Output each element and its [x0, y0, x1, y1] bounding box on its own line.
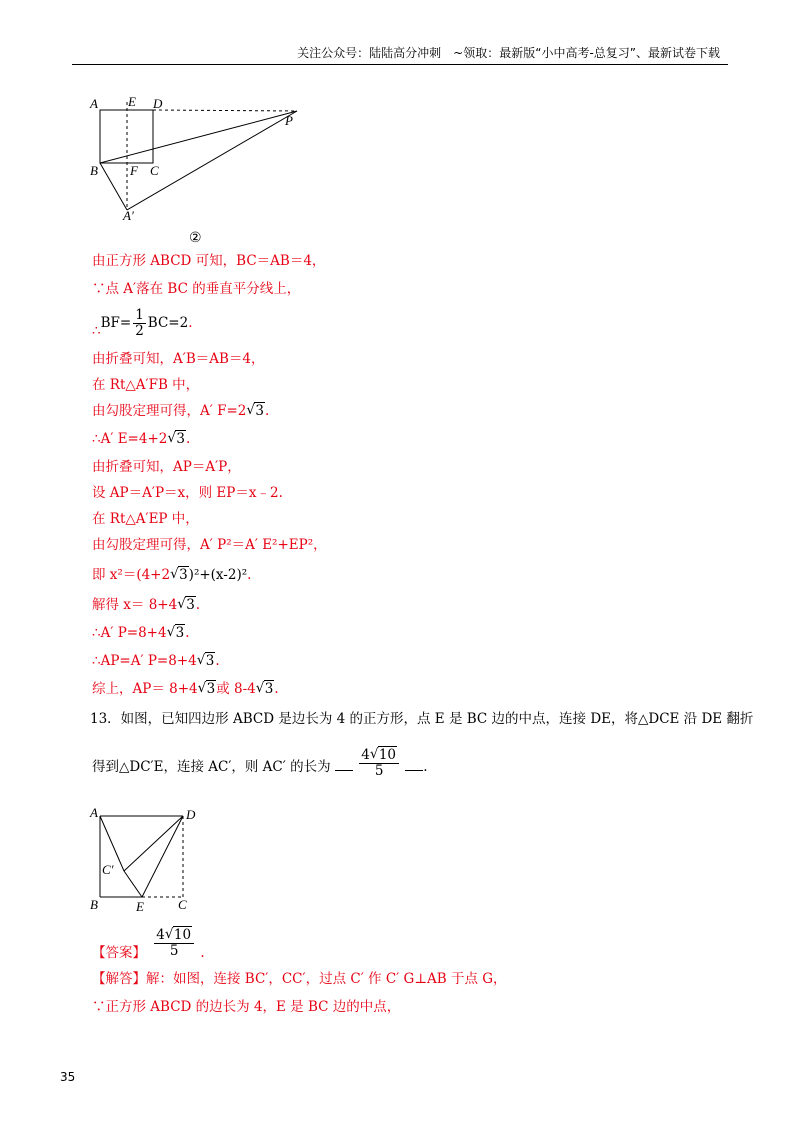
solution-line-2: ∵点 A′落在 BC 的垂直平分线上，: [92, 281, 301, 297]
problem-13-line-1: 13．如图，已知四边形 ABCD 是边长为 4 的正方形，点 E 是 BC 边的中点，连接 DE，将△DCE 沿 DE 翻折: [90, 711, 754, 727]
solution-line-3: ∴BF= $\frac{1}{2}$ BC=2.: [92, 307, 193, 339]
pt-F: F: [130, 163, 138, 178]
square-abcd: [100, 110, 153, 163]
pt13-C: C: [178, 897, 187, 912]
solution-line-6: 由勾股定理可得，A′ F=2 √ 3.: [92, 402, 270, 419]
pt-P: P: [285, 113, 293, 128]
solution-line-7: ∴A′ E=4+2 √ 3.: [92, 430, 191, 447]
analysis-line-2: ∵正方形 ABCD 的边长为 4，E 是 BC 边的中点，: [92, 999, 401, 1015]
pt13-D: D: [186, 807, 196, 822]
header-rule: [72, 64, 728, 65]
pt-D: D: [153, 96, 163, 111]
solution-line-9: 设 AP＝A′P＝x，则 EP＝x﹣2.: [92, 485, 283, 501]
figure-2-diagram: [85, 92, 325, 252]
segment-dp: [153, 110, 297, 111]
page-header: 关注公众号：陆陆高分冲刺 ~领取：最新版“小中高考-总复习”、最新试卷下载: [297, 46, 720, 60]
pt-C: C: [150, 163, 159, 178]
pt13-C-prime: C′: [102, 862, 114, 877]
figure-2-label: ②: [189, 231, 202, 246]
pt13-B: B: [90, 897, 98, 912]
figure-13-diagram: [88, 805, 218, 915]
segment-c1d: [124, 816, 183, 871]
analysis-line-1: 【解答】解：如图，连接 BC′，CC′，过点 C′ 作 C′ G⊥AB 于点 G，: [92, 971, 507, 987]
pt13-E: E: [136, 899, 144, 914]
pt-E: E: [128, 94, 136, 109]
solution-line-15: ∴AP=A′ P=8+4 √ 3.: [92, 652, 220, 669]
solution-line-5: 在 Rt△A′FB 中，: [92, 377, 200, 393]
page-number: 35: [60, 1070, 76, 1084]
segment-c1e: [124, 871, 142, 897]
pt-A-prime: A′: [123, 208, 134, 223]
solution-line-16: 综上，AP＝ 8+4 √ 3或 8-4 √ 3.: [92, 680, 279, 697]
solution-line-4: 由折叠可知，A′B＝AB＝4，: [92, 351, 265, 367]
solution-line-12: 即 x²＝(4+2 √ 3)²+(x-2)².: [92, 566, 252, 583]
segment-bp: [100, 111, 297, 163]
pt-B: B: [90, 163, 98, 178]
problem-13-line-2: 得到△DC′E，连接 AC′，则 AC′ 的长为 4 √ 10 5 .: [92, 746, 428, 779]
segment-ed: [142, 816, 183, 897]
solution-line-14: ∴A′ P=8+4 √ 3.: [92, 624, 190, 641]
segment-ba1: [100, 163, 127, 210]
pt13-A: A: [90, 805, 98, 820]
solution-line-13: 解得 x＝ 8+4 √ 3.: [92, 596, 201, 613]
answer-line: 【答案】 4 √ 10 5 .: [92, 926, 205, 961]
solution-line-1: 由正方形 ABCD 可知，BC＝AB＝4，: [92, 253, 326, 269]
solution-line-10: 在 Rt△A′EP 中，: [92, 511, 199, 527]
solution-line-8: 由折叠可知，AP＝A′P，: [92, 459, 241, 475]
pt-A: A: [90, 96, 98, 111]
solution-line-11: 由勾股定理可得，A′ P²＝A′ E²+EP²，: [92, 537, 327, 553]
